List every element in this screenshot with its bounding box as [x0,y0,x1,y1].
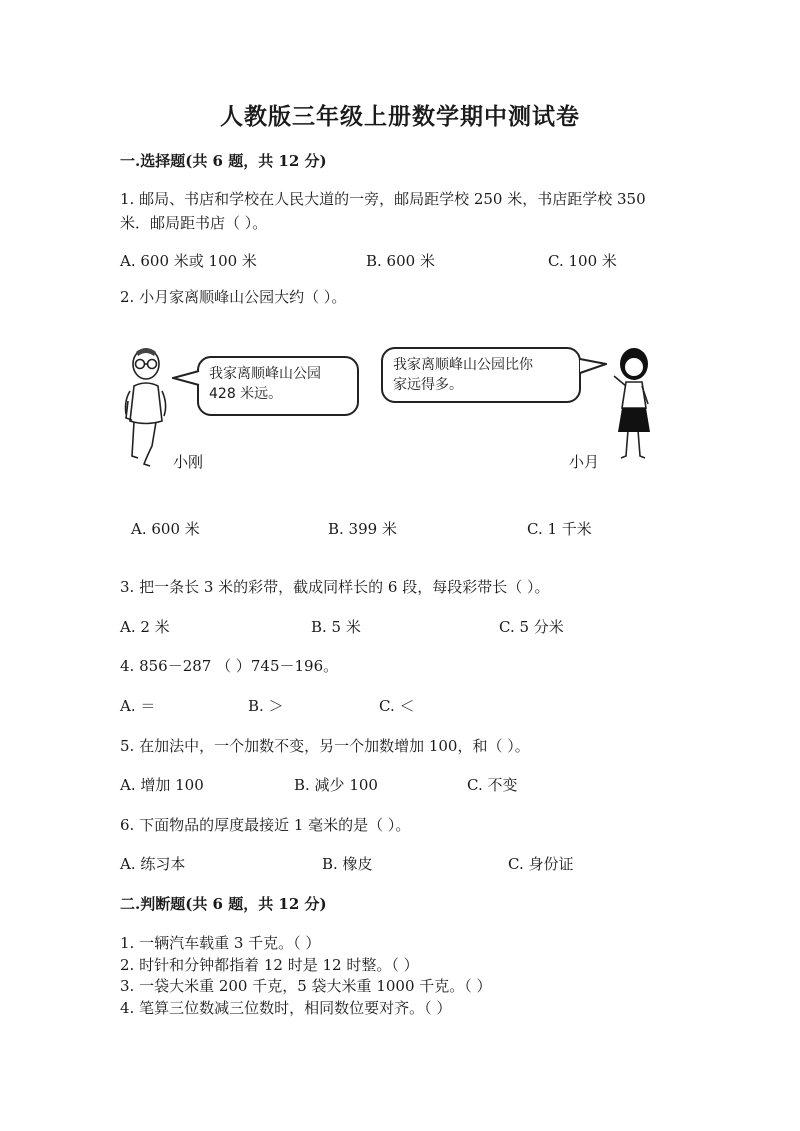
question-6-option-b: B. 橡皮 [322,855,373,873]
section-heading-true-false: 二.判断题(共 6 题，共 12 分) [120,895,327,913]
true-false-item-4: 4. 笔算三位数减三位数时，相同数位要对齐。（ ） [120,999,452,1017]
question-3-text: 3. 把一条长 3 米的彩带，截成同样长的 6 段，每段彩带长（ ）。 [120,578,550,596]
speech-bubble-right [381,347,581,403]
question-3-option-c: C. 5 分米 [499,618,564,636]
question-6-option-a: A. 练习本 [120,855,186,873]
speech-bubble-right-line-1: 我家离顺峰山公园比你 [393,357,533,373]
question-5-option-c: C. 不变 [467,776,518,794]
true-false-item-2: 2. 时针和分钟都指着 12 时是 12 时整。（ ） [120,956,419,974]
question-1-line-1: 1. 邮局、书店和学校在人民大道的一旁，邮局距学校 250 米，书店距学校 350 [120,190,646,208]
speech-bubble-left-line-1: 我家离顺峰山公园 [209,366,321,382]
question-4-option-b: B. ＞ [248,697,284,715]
question-1-option-b: B. 600 米 [366,252,435,270]
girl-figure-image [608,346,656,466]
question-5-option-b: B. 减少 100 [294,776,378,794]
question-5-option-a: A. 增加 100 [120,776,204,794]
question-6-option-c: C. 身份证 [508,855,574,873]
question-2-option-c: C. 1 千米 [527,520,592,538]
true-false-item-3: 3. 一袋大米重 200 千克，5 袋大米重 1000 千克。（ ） [120,977,492,995]
boy-figure-image [118,346,174,476]
caption-girl-name: 小月 [569,453,600,471]
speech-bubble-left-line-2: 428 米远。 [209,386,283,402]
true-false-item-1: 1. 一辆汽车载重 3 千克。（ ） [120,934,321,952]
question-2-text: 2. 小月家离顺峰山公园大约（ ）。 [120,288,347,306]
section-heading-choice: 一.选择题(共 6 题，共 12 分) [120,152,327,170]
question-3-option-b: B. 5 米 [311,618,361,636]
question-1-option-a: A. 600 米或 100 米 [120,252,257,270]
page-title: 人教版三年级上册数学期中测试卷 [220,103,580,130]
speech-bubble-left [197,356,359,416]
question-2-option-a: A. 600 米 [131,520,200,538]
speech-bubble-right-tail [579,356,607,376]
question-3-option-a: A. 2 米 [120,618,170,636]
speech-bubble-right-line-2: 家远得多。 [393,377,463,393]
question-4-option-c: C. ＜ [379,697,415,715]
speech-bubble-left-tail [172,368,200,388]
caption-boy-name: 小刚 [173,453,204,471]
question-5-text: 5. 在加法中，一个加数不变，另一个加数增加 100，和（ ）。 [120,737,530,755]
question-1-line-2: 米．邮局距书店（ ）。 [120,214,268,232]
question-6-text: 6. 下面物品的厚度最接近 1 毫米的是（ ）。 [120,816,411,834]
question-4-option-a: A. ＝ [120,697,156,715]
question-4-text: 4. 856－287 （ ）745－196。 [120,657,339,675]
question-1-option-c: C. 100 米 [548,252,617,270]
question-2-option-b: B. 399 米 [328,520,397,538]
